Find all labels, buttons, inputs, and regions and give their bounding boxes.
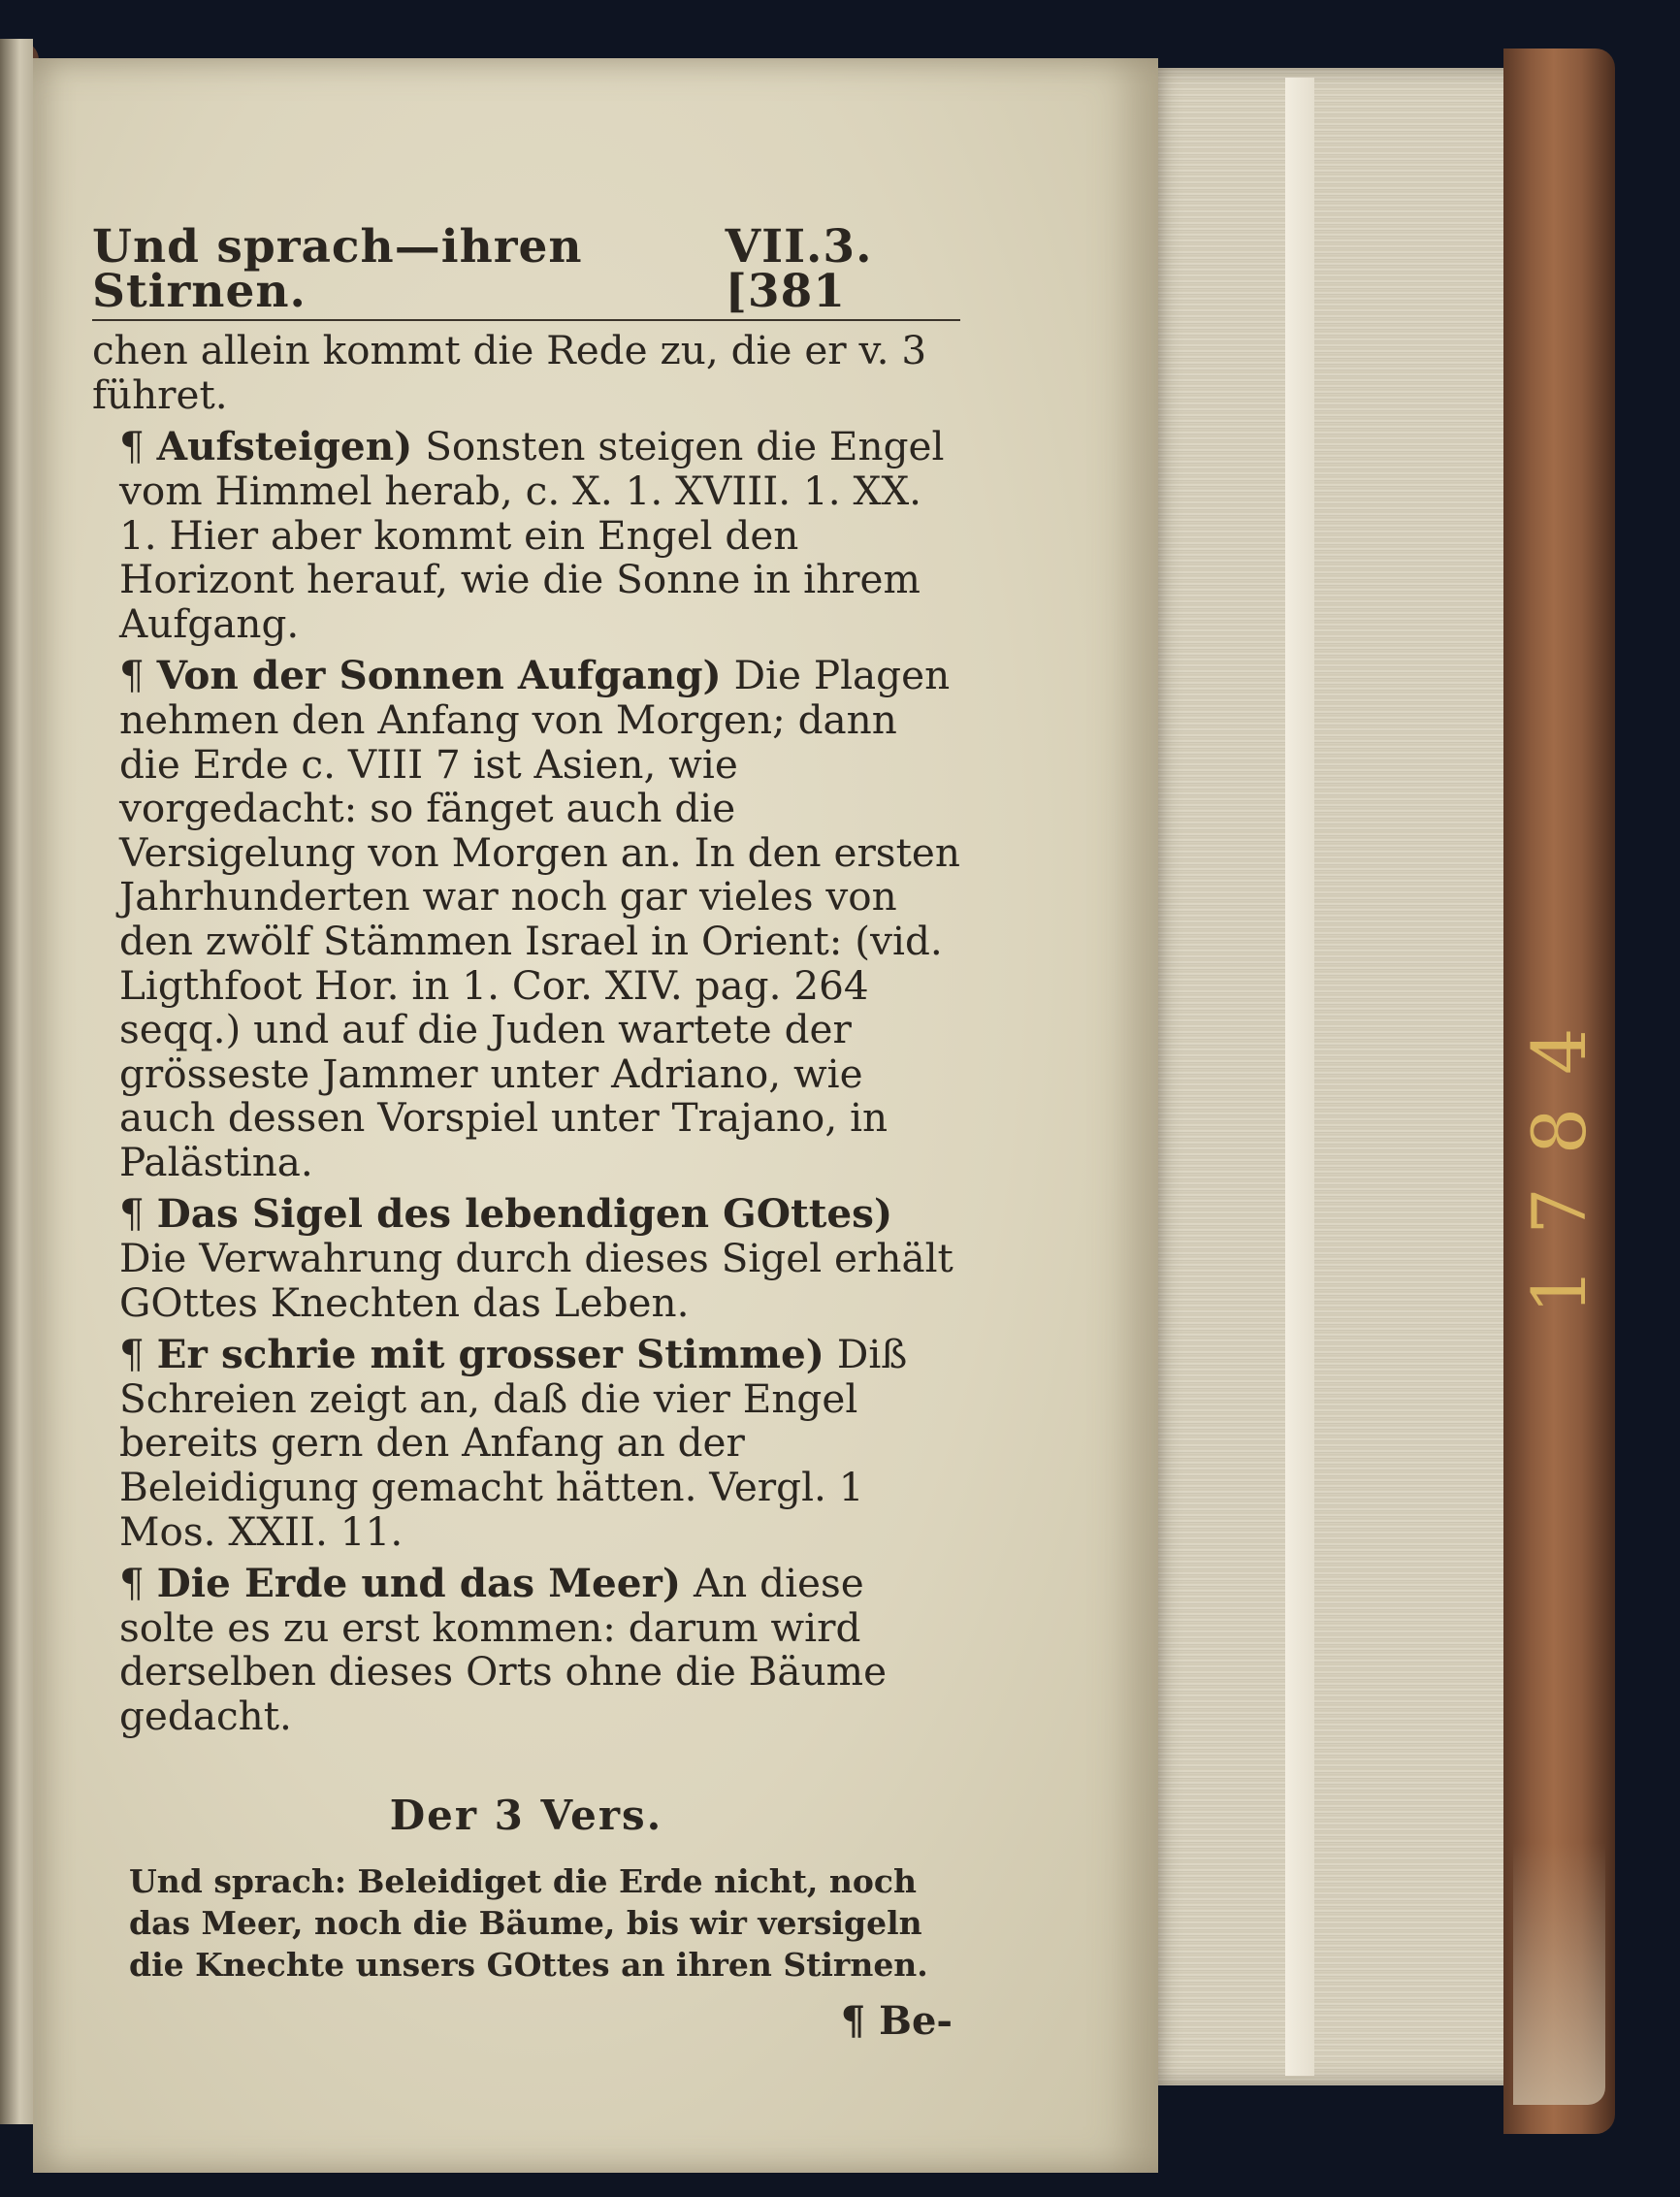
section-mark: ¶ <box>119 1331 145 1378</box>
commentary-paragraph <box>92 1192 960 1325</box>
lemma: Die Erde und das Meer) <box>156 1560 682 1607</box>
commentary-paragraph <box>92 1562 960 1738</box>
page-edges-highlight <box>1285 78 1314 2076</box>
running-title: Und sprach—ihren Stirnen. <box>92 220 583 318</box>
left-page-sliver <box>0 39 33 2124</box>
paragraph-text: Diß Schreien zeigt an, daß die vier Engel bereits gern den Anfang an der Beleidigung gemacht hätten. Vergl. 1 Mos. XXII. 11. <box>119 1331 908 1555</box>
section-mark: ¶ <box>119 1560 145 1607</box>
page-text-block <box>92 220 960 2045</box>
section-mark: ¶ <box>119 652 145 699</box>
verse-heading: Der 3 Vers. <box>389 1791 663 1839</box>
lemma: Von der Sonnen Aufgang) <box>156 652 722 699</box>
commentary-paragraph <box>92 654 960 1184</box>
paragraph-text: Die Plagen nehmen den Anfang von Morgen; dann die Erde c. VIII 7 ist Asien, wie vorgedacht: so fänget auch die Versigelung von Morgen an. In den ersten Jahrhunderten war noch gar vieles von den zwölf Stämmen Israel in Orient: (vid. Ligthfoot Hor. in 1. Cor. XIV. pag. 264 seqq.) und auf die Juden wartete der grösseste Jammer unter Adriano, wie auch dessen Vorspiel unter Trajano, in Palästina. <box>119 652 960 1185</box>
paragraph-text: Sonsten steigen die Engel vom Himmel herab, c. X. 1. XVIII. 1. XX. 1. Hier aber kommt ein Engel den Horizont herauf, wie die Sonne in ihrem Aufgang. <box>119 423 945 647</box>
verse-text: Und sprach: Beleidiget die Erde nicht, noch das Meer, noch die Bäume, bis wir versigeln die Knechte unsers GOttes an ihren Stirnen. <box>129 1862 928 1985</box>
spine-worn-corner <box>1513 1843 1605 2105</box>
paragraph-text: Die Verwahrung durch dieses Sigel erhält GOttes Knechten das Leben. <box>119 1235 953 1326</box>
section-mark: ¶ <box>119 423 145 470</box>
spine-year: 1784 <box>1516 994 1602 1314</box>
catchword: ¶ Be- <box>840 1998 953 2045</box>
commentary-paragraph <box>92 425 960 646</box>
page-number: [381 <box>725 264 846 318</box>
paragraph-continuation <box>92 329 960 417</box>
commentary-paragraph <box>92 1333 960 1554</box>
page-edges <box>1149 68 1518 2085</box>
lemma: Aufsteigen) <box>156 423 413 470</box>
section-mark: ¶ <box>119 1190 145 1238</box>
paragraph-text: An diese solte es zu erst kommen: darum wird derselben dieses Orts ohne die Bäume gedacht. <box>119 1560 888 1739</box>
lemma: Das Sigel des lebendigen GOttes) <box>156 1190 893 1238</box>
lemma: Er schrie mit grosser Stimme) <box>156 1331 824 1378</box>
paragraph-text: chen allein kommt die Rede zu, die er v. 3 führet. <box>92 327 927 418</box>
chapter-reference: VII.3. <box>725 220 873 274</box>
running-header <box>92 220 960 321</box>
